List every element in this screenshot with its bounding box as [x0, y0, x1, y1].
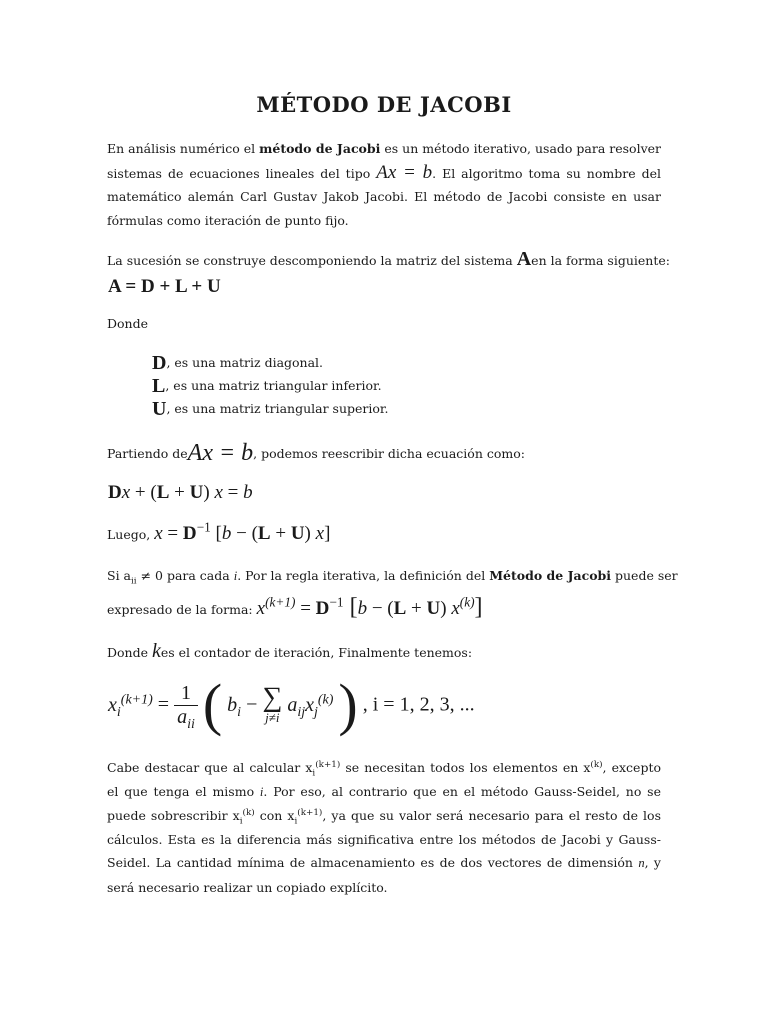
iteration-sentence-2: expresado de la forma: $x^{(k+1)} = D^{-1}$ [b − (L + U) $x^{(k)}$]	[107, 594, 483, 620]
item-upper-triangular: U, es una matriz triangular superior.	[152, 398, 389, 420]
matrix-a-symbol: A	[516, 248, 532, 270]
decomposition-equation: A = D + L + U	[108, 276, 221, 297]
jacobi-method-term: Método de Jacobi	[489, 568, 612, 583]
donde-label: Donde	[107, 316, 148, 331]
closing-paragraph: Cabe destacar que al calcular $x_i^{(k+1)}$ se necesitan todos los elementos en $x^{(k)}$, excepto el que tenga el mismo i. Por eso, al contrario que en el método Gauss-Seidel, no se puede sobrescribir $x_i^{(k)}$ con $x_i^{(k+1)}$, ya que su valor será necesario para el resto de los cálculos. Esta es la diferencia más significativa entre los métodos de Jacobi y Gauss-Seidel. La cantidad mínima de almacenamiento es de dos vectores de dimensión n, y será necesario realizar un copiado explícito.	[107, 759, 661, 895]
jacobi-term: método de Jacobi	[259, 141, 381, 156]
equation-ax-b-large: Ax = b	[187, 440, 254, 466]
luego-line	[107, 519, 331, 545]
iteration-equation: $x^{(k+1)} = D^{-1}$ [b − (L + U) $x^{(k)}$]	[256, 594, 483, 620]
equation-luego: $x = D^{-1}$ [b − (L + U) x]	[154, 519, 331, 544]
partiendo-sentence: Partiendo deAx = b, podemos reescribir dicha ecuación como:	[107, 440, 525, 466]
equation-ax-b: Ax = b	[376, 161, 433, 183]
fraction: $\frac{1}{a_{ii}}$	[174, 682, 198, 729]
decomposition-sentence: La sucesión se construye descomponiendo la matriz del sistema Aen la forma siguiente:	[107, 248, 670, 270]
iteration-sentence-1: Si $a_{ii} \ne 0$ para cada i. Por la regla iterativa, la definición del Método de Jacobi puede ser	[107, 568, 678, 587]
page-title: MÉTODO DE JACOBI	[256, 92, 512, 117]
counter-sentence: Donde kes el contador de iteración, Finalmente tenemos:	[107, 640, 473, 662]
summation: ∑ j≠i	[262, 682, 283, 725]
luego-label: Luego,	[107, 527, 151, 542]
jacobi-component-formula: $x_i^{(k+1)}$ = $\frac{1}{a_{ii}}$ ( $b_i$ − ∑ j≠i $a_{ij}x_j^{(k)}$ ) , i = 1, 2, 3, ...	[108, 672, 475, 737]
intro-paragraph: En análisis numérico el método de Jacobi es un método iterativo, usado para resolver sistemas de ecuaciones lineales del tipo Ax = b. El algoritmo toma su nombre del matemático alemán Carl Gustav Jakob Jacobi. El método de Jacobi consiste en usar fórmulas como iteración de punto fijo.	[107, 141, 662, 228]
equation-dx: Dx + (L + U) x = b	[108, 482, 253, 503]
item-diagonal: D, es una matriz diagonal.	[152, 352, 324, 374]
item-lower-triangular: L, es una matriz triangular inferior.	[152, 375, 382, 397]
